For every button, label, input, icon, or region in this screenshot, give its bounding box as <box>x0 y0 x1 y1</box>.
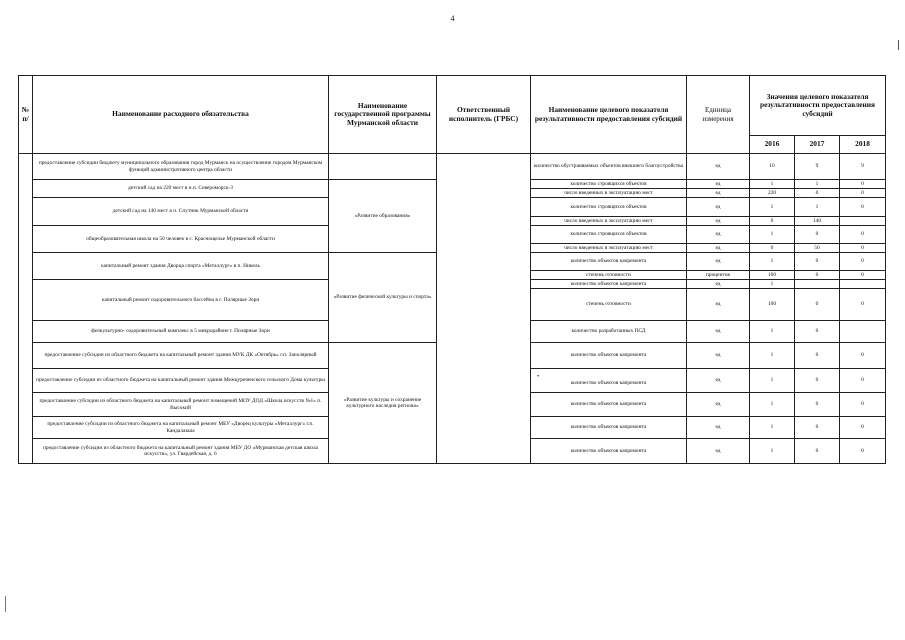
value-2017 <box>795 280 840 289</box>
value-2016: 1 <box>750 198 795 217</box>
obligation-cell: предоставление субсидии из областного бюджета на капитальный ремонт здания МУК ДК «Октябрь» г.п. Заполярный <box>33 343 329 369</box>
value-2018: 0 <box>840 198 886 217</box>
unit-cell: ед <box>687 217 750 226</box>
unit-cell: процентов <box>687 271 750 280</box>
value-2016: 1 <box>750 321 795 343</box>
unit-cell: ед <box>687 280 750 289</box>
subsidy-indicators-table <box>18 75 886 464</box>
obligation-cell: предоставление субсидии из областного бюджета на капитальный ремонт помещений МОУ ДОД «Школа искусств №1» п. Высокий <box>33 393 329 417</box>
value-2016: 0 <box>750 244 795 253</box>
indicator-cell: количество объектов капремонта <box>531 280 687 289</box>
unit-cell: ед <box>687 198 750 217</box>
value-2018: 9 <box>840 154 886 180</box>
value-2017: 0 <box>795 271 840 280</box>
value-2017: 0 <box>795 253 840 271</box>
header-values-group: Значения целевого показателя результативности предоставления субсидий <box>750 76 886 136</box>
obligation-cell: физкультурно- оздоровительный комплекс в 5 микрорайоне г. Полярные Зори <box>33 321 329 343</box>
value-2017: 0 <box>795 189 840 198</box>
value-2017: 1 <box>795 180 840 189</box>
indicator-cell: количество объектов капремонта <box>531 393 687 417</box>
indicator-cell: количество объектов капремонта <box>531 253 687 271</box>
obligation-cell: детский сад на 140 мест в п. Спутник Мурманской области <box>33 198 329 226</box>
value-2016: 1 <box>750 393 795 417</box>
value-2018: 0 <box>840 253 886 271</box>
indicator-cell: количество обустраиваемых объектов внешнего благоустройства <box>531 154 687 180</box>
header-year-2018: 2018 <box>840 136 886 154</box>
program-cell: «Развитие культуры и сохранение культурного наследия региона» <box>329 343 437 464</box>
indicator-cell: количество строящихся объектов <box>531 198 687 217</box>
program-cell-empty <box>329 154 437 180</box>
program-cell: «Развитие образования» <box>329 180 437 253</box>
header-program: Наименование государственной программы Мурманской области <box>329 76 437 154</box>
unit-cell: ед <box>687 289 750 321</box>
table-row <box>19 154 886 180</box>
value-2016: 1 <box>750 439 795 464</box>
header-year-2016: 2016 <box>750 136 795 154</box>
value-2018: 0 <box>840 393 886 417</box>
indicator-cell: число введенных в эксплуатацию мест <box>531 244 687 253</box>
indicator-cell: число введенных в эксплуатацию мест <box>531 217 687 226</box>
value-2017: 0 <box>795 343 840 369</box>
header-year-2017: 2017 <box>795 136 840 154</box>
indicator-cell: количество разработанных ПСД <box>531 321 687 343</box>
program-cell: «Развитие физической культуры и спорта» <box>329 253 437 343</box>
executor-cell <box>437 154 531 464</box>
value-2017: 1 <box>795 198 840 217</box>
value-2018 <box>840 321 886 343</box>
value-2018 <box>840 217 886 226</box>
value-2018: 0 <box>840 180 886 189</box>
value-2017: 140 <box>795 217 840 226</box>
value-2016: 1 <box>750 180 795 189</box>
obligation-cell: капитальный ремонт оздоровительного бассейна в г. Полярные Зори <box>33 280 329 321</box>
value-2018: 0 <box>840 369 886 393</box>
value-2017: 0 <box>795 289 840 321</box>
obligation-cell: капитальный ремонт здания Дворца спорта «Металлург» в п. Никель <box>33 253 329 280</box>
value-2017: 50 <box>795 244 840 253</box>
indicator-cell <box>531 369 687 393</box>
indicator-cell: степень готовности <box>531 271 687 280</box>
value-2016: 1 <box>750 226 795 244</box>
header-indicator: Наименование целевого показателя результативности предоставления субсидий <box>531 76 687 154</box>
unit-cell: ед <box>687 369 750 393</box>
value-2016: 10 <box>750 154 795 180</box>
bullet-mark: • <box>537 373 540 380</box>
value-2017: 0 <box>795 439 840 464</box>
value-2017: 0 <box>795 417 840 439</box>
value-2017: 0 <box>795 369 840 393</box>
value-2018 <box>840 280 886 289</box>
value-2018: 0 <box>840 226 886 244</box>
indicator-cell: количество строящихся объектов <box>531 180 687 189</box>
indicator-cell: число введенных в эксплуатацию мест <box>531 189 687 198</box>
unit-cell: ед <box>687 244 750 253</box>
value-2017: 0 <box>795 393 840 417</box>
obligation-cell: предоставление субсидии бюджету муниципального образования город Мурманск на осуществление городом Мурманском функций административного центра области <box>33 154 329 180</box>
value-2016: 1 <box>750 343 795 369</box>
unit-cell: ед <box>687 393 750 417</box>
edge-mark-left <box>5 596 6 612</box>
edge-mark-right <box>898 40 899 50</box>
unit-cell: ед <box>687 321 750 343</box>
indicator-cell: количество объектов капремонта <box>531 417 687 439</box>
unit-cell: ед <box>687 189 750 198</box>
value-2016: 1 <box>750 280 795 289</box>
value-2018: 0 <box>840 271 886 280</box>
indicator-cell: степень готовности <box>531 289 687 321</box>
header-executor: Ответственный исполнитель (ГРБС) <box>437 76 531 154</box>
header-num: № п/ <box>19 76 33 154</box>
unit-cell: ед <box>687 439 750 464</box>
unit-cell: ед <box>687 417 750 439</box>
value-2018: 0 <box>840 439 886 464</box>
unit-cell: ед <box>687 226 750 244</box>
header-unit: Единица измерения <box>687 76 750 154</box>
value-2016: 100 <box>750 271 795 280</box>
value-2016: 220 <box>750 189 795 198</box>
obligation-cell: предоставление субсидии из областного бюджета на капитальный ремонт здания МБУ ДО «Мурманская детская школа искусств», ул. Гвардейская, д. 6 <box>33 439 329 464</box>
num-cell <box>19 154 33 464</box>
value-2018: 0 <box>840 417 886 439</box>
page-number: 4 <box>450 14 455 23</box>
value-2018: 0 <box>840 244 886 253</box>
unit-cell: ед <box>687 154 750 180</box>
indicator-cell: количество объектов капремонта <box>531 343 687 369</box>
value-2016: 1 <box>750 253 795 271</box>
unit-cell: ед <box>687 253 750 271</box>
value-2017: 0 <box>795 226 840 244</box>
obligation-cell: предоставление субсидии из областного бюджета на капитальный ремонт МБУ «Дворец культуры «Металлург» г.п. Кандалакша <box>33 417 329 439</box>
value-2016: 1 <box>750 417 795 439</box>
obligation-cell: предоставление субсидии из областного бюджета на капитальный ремонт здания Межцуреченского сельского Дома культуры <box>33 369 329 393</box>
value-2016: 100 <box>750 289 795 321</box>
obligation-cell: общеобразовательная школа на 50 человек в с. Краснощелье Мурманской области <box>33 226 329 253</box>
obligation-cell: детский сад на 220 мест в н.п. Североморск-3 <box>33 180 329 198</box>
value-2018: 0 <box>840 189 886 198</box>
value-2018: 0 <box>840 289 886 321</box>
value-2017: 9 <box>795 154 840 180</box>
header-obligation: Наименование расходного обязательства <box>33 76 329 154</box>
unit-cell: ед <box>687 343 750 369</box>
value-2017: 0 <box>795 321 840 343</box>
indicator-cell: количество объектов капремонта <box>531 439 687 464</box>
value-2018: 0 <box>840 343 886 369</box>
value-2016: 0 <box>750 217 795 226</box>
indicator-cell: количество строящихся объектов <box>531 226 687 244</box>
unit-cell: ед <box>687 180 750 189</box>
indicator-text: количество объектов капремонта <box>570 379 647 386</box>
value-2016: 1 <box>750 369 795 393</box>
